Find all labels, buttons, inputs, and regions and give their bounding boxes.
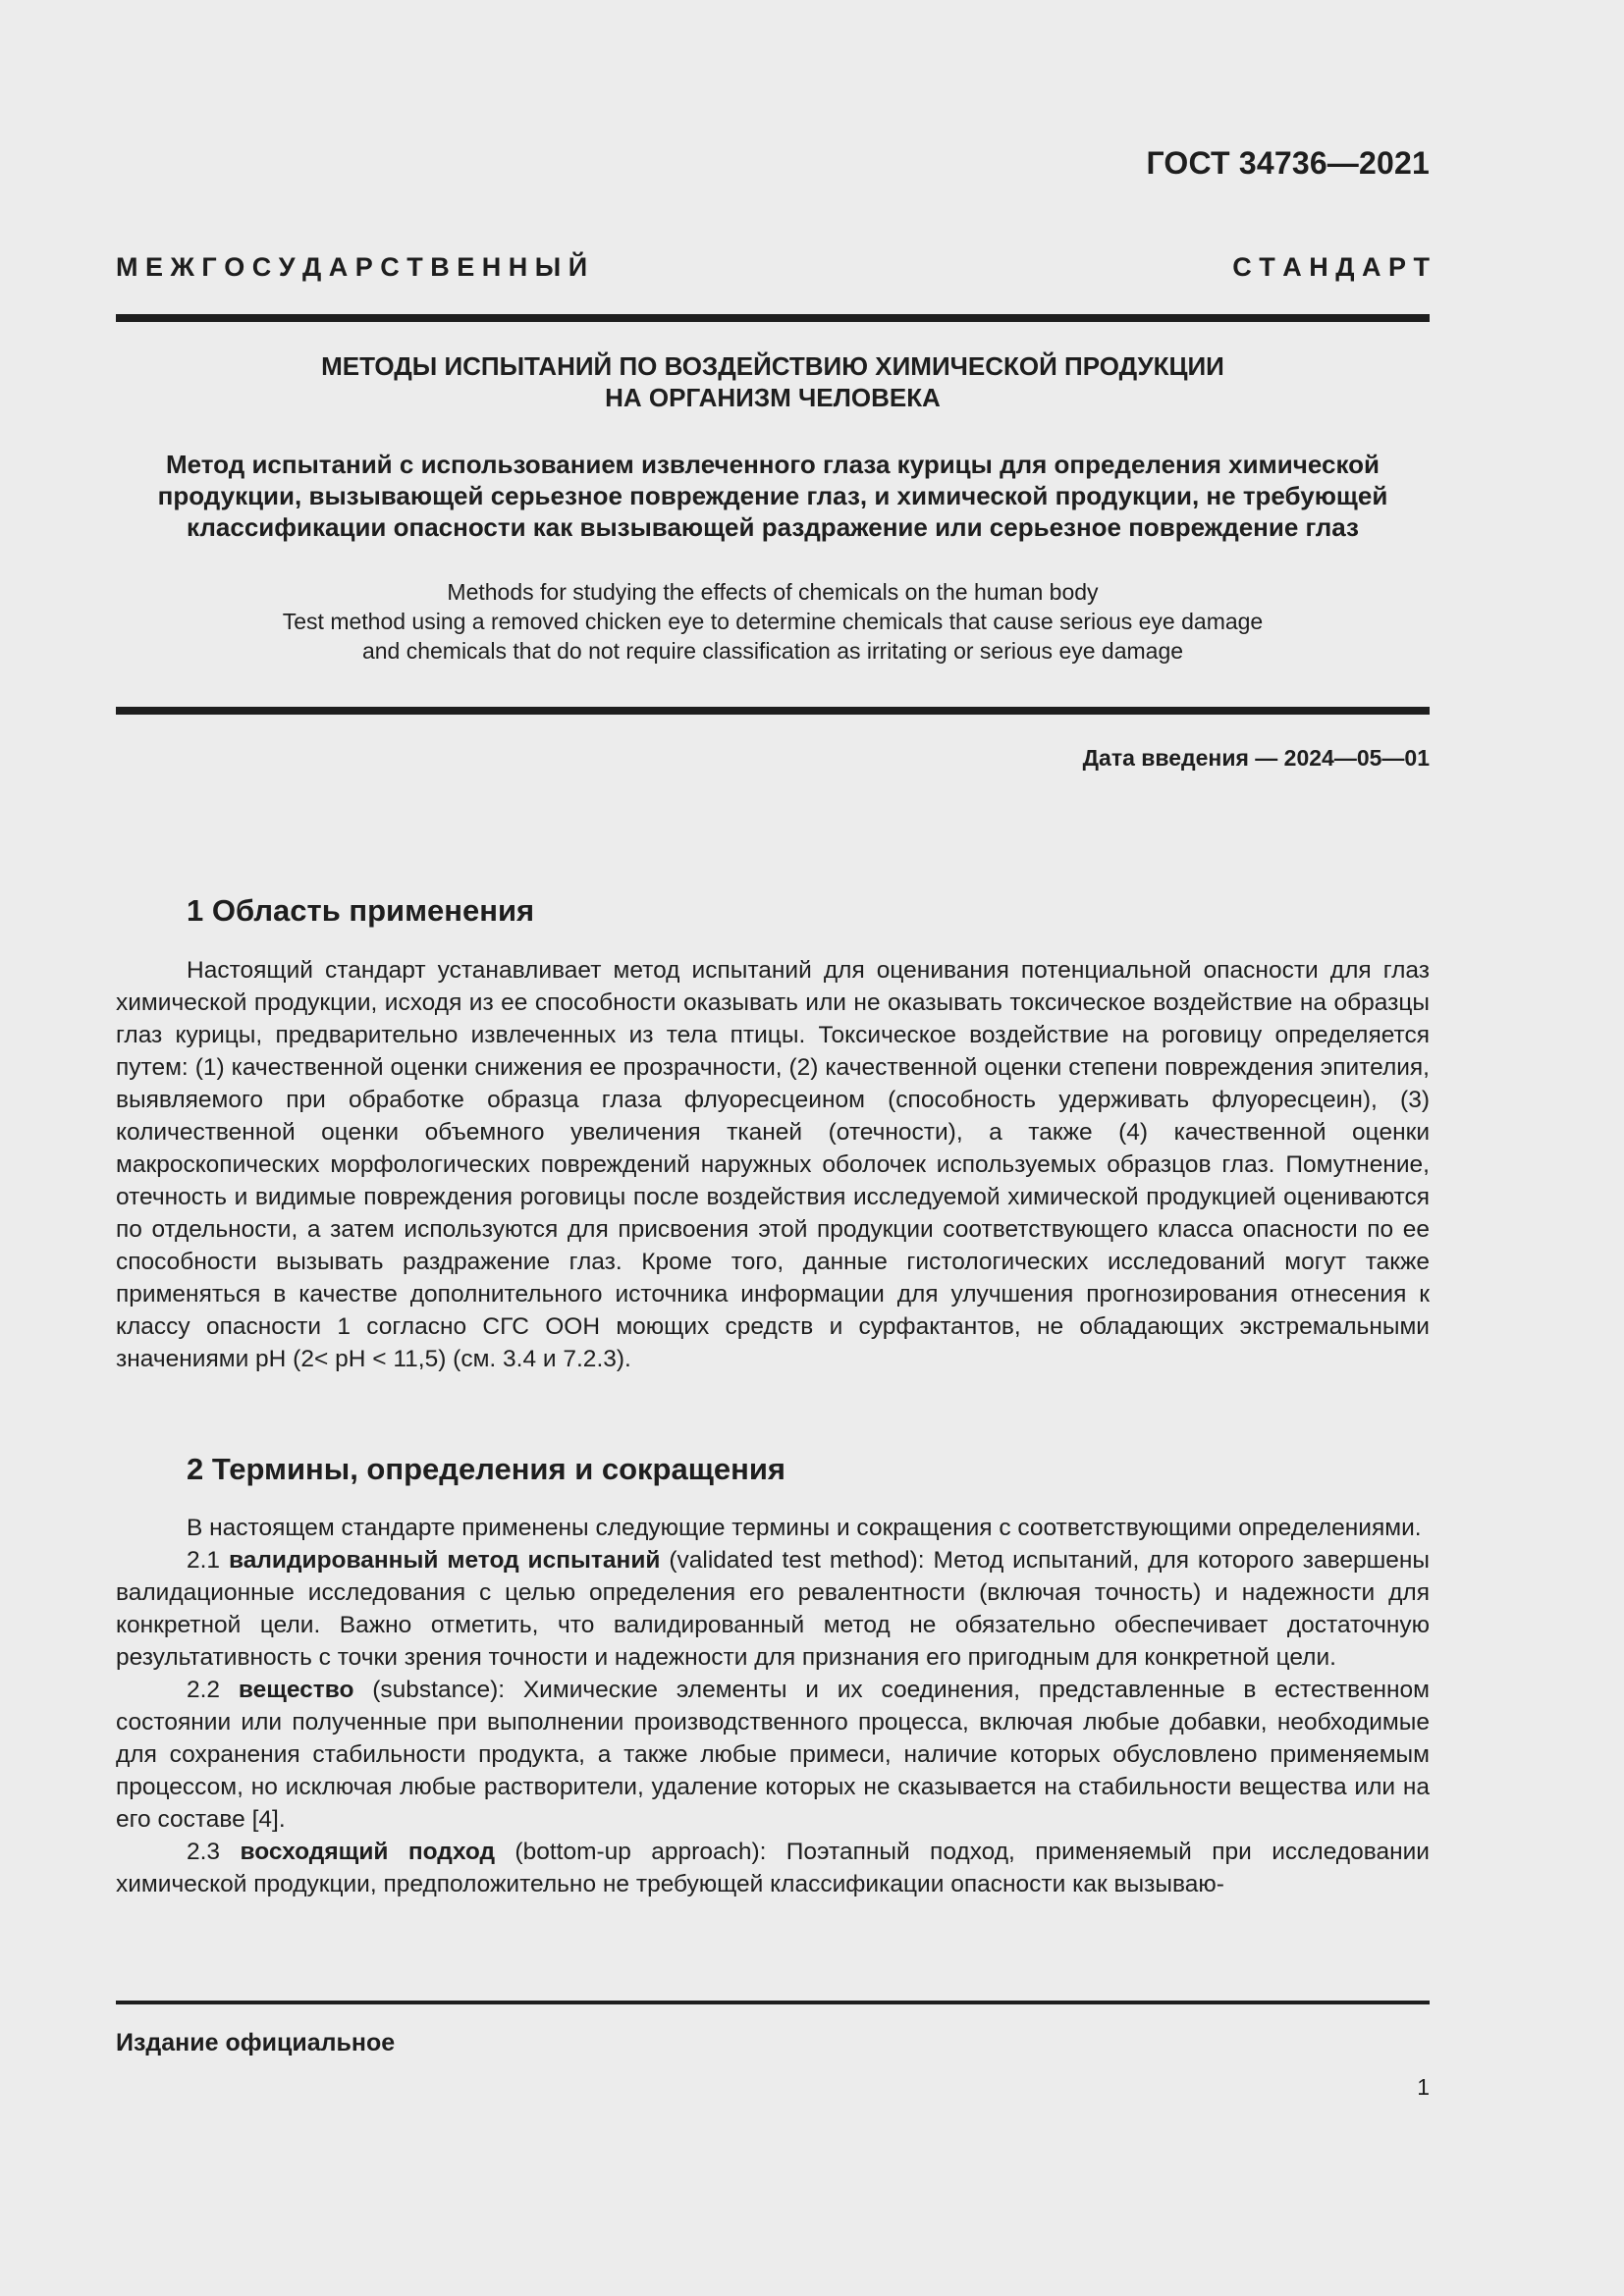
- section-1-heading: 1 Область применения: [187, 893, 535, 928]
- term-2-3: 2.3 восходящий подход (bottom-up approach): Поэтапный подход, применяемый при исследовании химической продукции, предположительно не требующей классификации опасности как вызываю-: [116, 1839, 1430, 1897]
- title-bottom-divider: [116, 707, 1430, 715]
- section-1-body: [116, 954, 1430, 1375]
- introduction-date: Дата введения — 2024—05—01: [1082, 745, 1430, 771]
- document-title: МЕТОДЫ ИСПЫТАНИЙ ПО ВОЗДЕЙСТВИЮ ХИМИЧЕСКОЙ ПРОДУКЦИИ НА ОРГАНИЗМ ЧЕЛОВЕКА: [321, 351, 1224, 412]
- footer-divider: [116, 2001, 1430, 2004]
- standard-kind-word-1: М Е Ж Г О С У Д А Р С Т В Е Н Н Ы Й: [116, 252, 588, 282]
- standard-number: ГОСТ 34736—2021: [1146, 145, 1430, 181]
- term-2-1-name: валидированный метод испытаний: [228, 1547, 661, 1574]
- top-divider: [116, 314, 1430, 322]
- document-page: [116, 0, 1430, 2296]
- section-2-body: [116, 1512, 1430, 1900]
- document-subtitle: Метод испытаний с использованием извлеченного глаза курицы для определения химической продукции, вызывающей серьезное повреждение глаз, и химической продукции, не требующей классификации опасности как вызывающей раздражение или серьезное повреждение глаз: [157, 450, 1388, 542]
- section-2-heading: 2 Термины, определения и сокращения: [187, 1452, 785, 1486]
- term-2-3-name: восходящий подход: [240, 1839, 496, 1865]
- section-1-paragraph: Настоящий стандарт устанавливает метод испытаний для оценивания потенциальной опасности для глаз химической продукции, исходя из ее способности оказывать или не оказывать токсическое воздействие на образцы глаз курицы, предварительно извлеченных из тела птицы. Токсическое воздействие на роговицу определяется путем: (1) качественной оценки снижения ее прозрачности, (2) качественной оценки степени повреждения эпителия, выявляемого при обработке образца глаза флуоресцеином (способность удерживать флуоресцеин), (3) количественной оценки объемного увеличения тканей (отечности), а также (4) качественной оценки макроскопических морфологических повреждений наружных оболочек используемых образцов глаз. Помутнение, отечность и видимые повреждения роговицы после воздействия исследуемой химической продукцией оцениваются по отдельности, а затем используются для присвоения этой продукции соответствующего класса опасности по ее способности вызывать раздражение глаз. Кроме того, данные гистологических исследований могут также применяться в качестве дополнительного источника информации для улучшения прогнозирования отнесения к классу опасности 1 согласно СГС ООН моющих средств и сурфактантов, не обладающих экстремальными значениями pH (2< pH < 11,5) (см. 3.4 и 7.2.3).: [116, 957, 1430, 1372]
- term-2-2: 2.2 вещество (substance): Химические элементы и их соединения, представленные в естественном состоянии или полученные при выполнении производственного процесса, включая любые добавки, необходимые для сохранения стабильности продукта, а также любые примеси, наличие которых обусловлено применяемым процессом, но исключая любые растворители, удаление которых не сказывается на стабильности вещества или на его составе [4].: [116, 1677, 1430, 1833]
- edition-label: Издание официальное: [116, 2029, 396, 2056]
- term-2-1: 2.1 валидированный метод испытаний (validated test method): Метод испытаний, для которого завершены валидационные исследования с целью определения его ревалентности (включая точность) и надежности для конкретной цели. Важно отметить, что валидированный метод не обязательно обеспечивает достаточную результативность с точки зрения точности и надежности для признания его пригодным для конкретной цели.: [116, 1547, 1430, 1671]
- section-2-intro: В настоящем стандарте применены следующие термины и сокращения с соответствующими определениями.: [187, 1515, 1422, 1541]
- english-title: Methods for studying the effects of chemicals on the human body Test method using a removed chicken eye to determine chemicals that cause serious eye damage and chemicals that do not require classification as irritating or serious eye damage: [282, 579, 1264, 664]
- standard-kind-word-2: С Т А Н Д А Р Т: [1232, 252, 1430, 282]
- term-2-2-name: вещество: [238, 1677, 354, 1703]
- standard-kind-heading: [116, 252, 1430, 283]
- page-number: 1: [1417, 2074, 1430, 2100]
